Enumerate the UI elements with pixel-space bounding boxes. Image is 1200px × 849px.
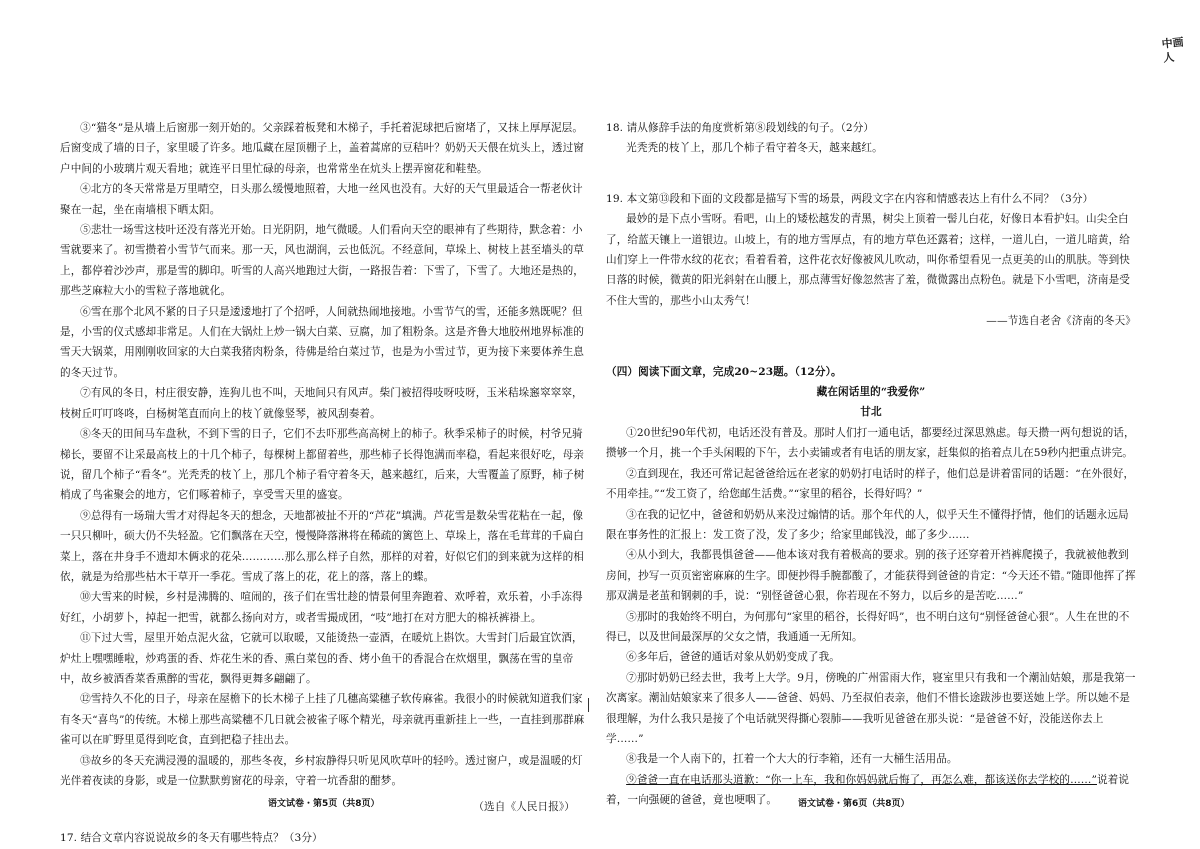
left-column xyxy=(60,118,585,849)
paragraph: ⑬故乡的冬天充满浸漫的温暖的，那些冬夜，乡村寂静得只听见风吹草叶的轻吟。透过窗户，或是温暖的灯光伴着夜读的身影，或是一位默默剪窗花的母亲，守着一坑香甜的酣梦。 xyxy=(60,754,583,787)
right-column xyxy=(606,118,1136,811)
paragraph: ③“猫冬”是从墙上后窗那一刻开始的。父亲踩着板凳和木梯子，手托着泥球把后窗堵了，又抹上厚厚泥层。后窗变成了墙的日子，家里暖了许多。地瓜藏在屋顶棚子上，盖着蒿席的豆秸叶？奶奶天天偎在炕头上，透过窗户中间的小玻璃片观天看地；就连平日里忙碌的母亲，也常常坐在炕头上摆弄窗花和鞋垫。 xyxy=(60,122,584,175)
article-source: （选自《人民日报》） xyxy=(473,801,575,814)
question-17: 17. 结合文章内容说说故乡的冬天有哪些特点？（3分） xyxy=(60,832,323,845)
paragraph-9-rest: 说着说着，一向强硬的爸爸，竟也哽咽了。 xyxy=(606,773,1130,807)
paragraph: ⑤悲壮一场雪这枝叶还没有落光开始。日光阴阴，地气微暖。人们看向天空的眼神有了些期待，默念着：小雪就要来了。初雪攒着小雪节气而来。那一天，风也湖润，云也低沉。不经意间，草垛上、树枝上甚至墙头的草上，都停着沙沙声，那是雪的脚印。听雪的人高兴地跑过大街，一路报告着：下雪了，下雪了。大地还是热的，那些芝麻粒大小的雪粒子落地就化。 xyxy=(60,224,584,298)
article-author: 甘北 xyxy=(860,406,882,419)
paragraph: ⑥雪在那个北风不紧的日子只是逶逶地打了个招呼，人间就热闹地接地。小雪节气的雪，还能多熟既呢？但是，小雪的仪式感却非常足。人们在大锅灶上炒一锅大白菜、豆腐，加了粗粉条。这是齐鲁大地胶州地界标准的雪天大锅菜，用刚刚收回家的大白菜我猪肉粉条，待佛是给白菜过节，也是为小雪过节，更为接下来要体养生息的冬天过节。 xyxy=(60,305,584,379)
paragraph: ⑤那时的我始终不明白，为何那句“家里的稻谷，长得好吗”，也不明白这句“别怪爸爸心狠”。人生在世的不得已，以及世间最深厚的父女之情，我通通一无所知。 xyxy=(606,610,1130,643)
article-title: 藏在闲话里的“我爱你” xyxy=(816,386,926,399)
section-4-heading: （四）阅读下面文章，完成20~23题。（12分）。 xyxy=(606,365,842,378)
paragraph: ⑫雪持久不化的日子，母亲在屋檐下的长木梯子上挂了几穗高粱穗子软传麻雀。我很小的时候就知道我们家有冬天“喜鸟”的传统。木梯上那些高粱穗不几日就会被雀子啄个精光，母亲就再重新挂上一些，一直挂到那群麻雀可以在旷野里觅得到吃食，直到把稳子挂出去。 xyxy=(60,693,585,747)
paragraph: ⑧冬天的田间马车盘秋，不到下雪的日子，它们不去吓那些高高树上的柿子。秋季采柿子的时候，村爷兄骑梯长，要留不让采最高枝上的十几个柿子，每棵树上都留着些，那些柿子长得饱满而率稳，看起来很好吃，母亲说，留几个柿子“看冬”。光秃秃的枝丫上，那几个柿子看守着冬天，越来越红，后来，大雪覆盖了原野，柿子树梢成了鸟雀聚会的地方，它们啄着柿子，享受雪天里的盛宴。 xyxy=(60,428,585,502)
paragraph-9-underlined: ⑨爸爸一直在电话那头道歉：“你一上车，我和你妈妈就后悔了，再怎么难，都该送你去学校的……” xyxy=(626,773,1097,786)
paragraph: ⑦有风的冬日，村庄很安静，连狗儿也不叫，天地间只有风声。柴门被招得吱呀吱呀，玉米秸垛窸窣窣窣，枝树丘叮叮咚咚，白杨树笔直而向上的枝丫就像竖琴，被风刮奏着。 xyxy=(60,387,583,420)
paragraph: ⑨总得有一场瑞大雪才对得起冬天的想念，天地都被扯不开的“芦花”填满。芦花雪是数朵雪花粘在一起，像一只只柳叶，硕大仍不失轻盈。它们飘落在天空，慢慢降落淋将在稀疏的篱笆上、草垛上，落在毛茸茸的千扁白菜上，落在井身手不遗却木俩求的花朵…………那么那么样子自然，那样的对着，好似它们的到来就为这样的相依，就是为给那些枯木干草开一季花。雪成了落上的花，花上的落，落上的蝶。 xyxy=(60,509,584,583)
stamp-line: 中画 xyxy=(1161,35,1185,51)
column-divider xyxy=(588,698,589,712)
paragraph: ⑧我是一个人南下的，扛着一个大大的行李箱，还有一大桶生活用品。 xyxy=(626,753,958,766)
question-18: 18. 请从修辞手法的角度赏析第⑧段划线的句子。（2分） xyxy=(606,122,875,134)
paragraph: ②直到现在，我还可常记起爸爸给远在老家的奶奶打电话时的样子，他们总是讲着雷同的话题：“在外很好，不用牵挂。”“发工资了，给您邮生活费。”“家里的稻谷，长得好吗？” xyxy=(606,467,1135,501)
page-footer: 语文试卷・第6页（共8页） xyxy=(798,799,910,809)
paragraph: ⑦那时奶奶已经去世，我考上大学。9月，傍晚的广州雷雨大作，寝室里只有我和一个潮汕姑娘，那是我第一次离家。潮汕姑娘家来了很多人——爸爸、妈妈、乃至叔伯表亲，他们不惜长途跋涉也要送她上学。所以她不是很理解，为什么我只是接了个电话就哭得撕心裂肺——我听见爸爸在那头说：“是爸爸不好，没能送你去上学……” xyxy=(606,671,1136,745)
excerpt-paragraph: 最妙的是下点小雪呀。看吧，山上的矮松越发的青黑，树尖上顶着一髻儿白花，好像日本看护妇。山尖全白了，给蓝天镶上一道银边。山坡上，有的地方雪厚点，有的地方草色还露着；这样，一道儿白，一道儿暗黄，给山们穿上一件带水纹的花衣；看着看着，这件花衣好像被风儿吹动，叫你希望看见一点更美的山的肌肤。等到快日落的时候，微黄的阳光斜射在山腰上，那点薄雪好像忽然害了羞，微微露出点粉色。就是下小雪吧，济南是受不住大雪的，那些小山太秀气！ xyxy=(606,213,1130,307)
stamp-line: 人 xyxy=(1162,50,1175,65)
question-18-quote: 光秃秃的枝丫上，那几个柿子看守着冬天，越来越红。 xyxy=(626,142,883,155)
paragraph: ⑥多年后，爸爸的通话对象从奶奶变成了我。 xyxy=(626,651,840,664)
paragraph: ④从小到大，我都畏惧爸爸——他本该对我有着极高的要求。别的孩子还穿着开裆裤爬摸子，我就被他教到房间，抄写一页页密密麻麻的生字。即便抄得手腕都酸了，才能获得到爸爸的肯定：“今天还不错。”随即他挥了挥那双满是老茧和钢刺的手，说：“别怪爸爸心狠，你若现在不努力，以后乡的是苦吃……” xyxy=(606,549,1136,603)
page-footer: 语文试卷・第5页（共8页） xyxy=(268,799,380,809)
paragraph: ③在我的记忆中，爸爸和奶奶从来没过煽情的话。那个年代的人，似乎天生不懂得抒情，他们的话题永远局限在事务性的汇报上：发工资了没，发了多少；给家里邮钱没，邮了多少…… xyxy=(606,508,1129,541)
paragraph: ④北方的冬天常常是万里晴空，日头那么缓慢地照着，大地一丝风也没有。大好的天气里最适合一帮老伙计聚在一起，坐在南墙根下晒太阳。 xyxy=(60,183,583,216)
question-19: 19. 本文第⑬段和下面的文段都是描写下雪的场景，两段文字在内容和情感表达上有什么不同？（3分） xyxy=(606,192,1094,205)
paragraph: ⑩大雪来的时候，乡村是沸腾的、喧闹的，孩子们在雪壮趁的情景何里奔跑着、欢呼着，欢乐着，小手冻得好红，小胡萝卜，掉起一把雪，就都么扬向对方，或者雪撮成团，“吱”地打在对方肥大的棉袄裤褂上。 xyxy=(60,591,583,624)
page-6 xyxy=(600,0,1200,849)
paragraph: ⑪下过大雪，屋里开始点泥火盆，它就可以取暖，又能烫热一壶酒，在暖炕上斟饮。大雪封门后最宜饮酒，炉灶上嘿嘿睡啦，炒鸡蛋的香、炸花生米的香、熏白菜包的香、烤小鱼干的香混合在炊烟里，飘荡在雪的皇帝中，故乡被酒香菜香熏醉的雪花，飘得更舞多翩翩了。 xyxy=(60,632,583,685)
paragraph: ①20世纪90年代初，电话还没有普及。那时人们打一通电话，都要经过深思熟虑。每天攒一两句想说的话，攒够一个月，挑一个手头闲暇的下午，去小卖铺或者有电话的朋友家，赶集似的掐着点儿在59秒内把重点讲完。 xyxy=(606,426,1135,460)
excerpt-source: ——节选自老舍《济南的冬天》 xyxy=(986,315,1136,328)
